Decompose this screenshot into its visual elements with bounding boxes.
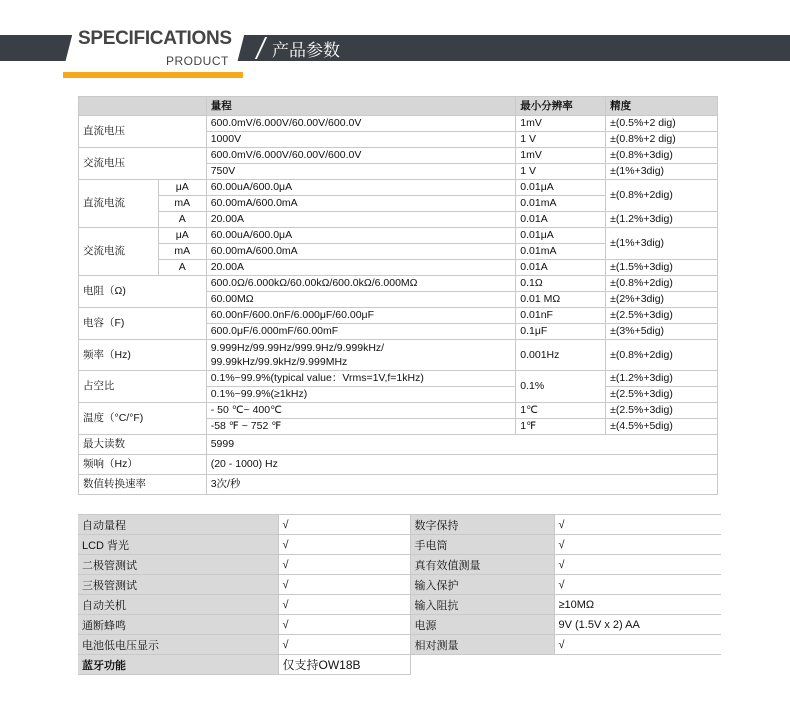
- range-cell: 750V: [206, 164, 516, 180]
- table-row: [79, 475, 718, 495]
- range-cell: 20.00A: [206, 260, 516, 276]
- range-cell: 1000V: [206, 132, 516, 148]
- range-cell: 20.00A: [206, 212, 516, 228]
- accuracy-cell: ±(1.5%+3dig): [606, 260, 718, 276]
- table-row: [79, 455, 718, 475]
- feature-label: LCD 背光: [78, 535, 278, 555]
- range-cell: - 50 ℃~ 400℃: [206, 403, 516, 419]
- resolution-cell: 0.01μA: [516, 228, 606, 244]
- feature-label: 手电筒: [410, 535, 554, 555]
- spec-header-row: [79, 97, 718, 116]
- row-label: 占空比: [79, 371, 207, 403]
- header-range: 量程: [206, 97, 516, 116]
- header-title-cn: 产品参数: [272, 41, 340, 61]
- resolution-cell: 0.1μF: [516, 324, 606, 340]
- feature-value: √: [554, 635, 721, 655]
- resolution-cell: 0.01A: [516, 212, 606, 228]
- feature-value: √: [278, 615, 410, 635]
- row-label: 最大读数: [79, 435, 207, 455]
- bluetooth-label: 蓝牙功能: [78, 655, 278, 675]
- table-row: [79, 260, 718, 276]
- accuracy-cell: ±(2.5%+3dig): [606, 387, 718, 403]
- table-row: [79, 371, 718, 387]
- range-cell: 60.00nF/600.0nF/6.000μF/60.00μF: [206, 308, 516, 324]
- header-title: SPECIFICATIONS: [78, 28, 232, 49]
- range-cell: 0.1%~99.9%(typical value：Vrms=1V,f=1kHz): [206, 371, 516, 387]
- feature-label: 电池低电压显示: [78, 635, 278, 655]
- unit-cell: A: [158, 212, 206, 228]
- feature-label: 相对测量: [410, 635, 554, 655]
- accuracy-cell: ±(2%+3dig): [606, 292, 718, 308]
- range-cell: 600.0μF/6.000mF/60.00mF: [206, 324, 516, 340]
- resolution-cell: 0.01nF: [516, 308, 606, 324]
- table-row: [79, 435, 718, 455]
- feature-value: √: [278, 635, 410, 655]
- resolution-cell: 1mV: [516, 148, 606, 164]
- features-table: [78, 514, 721, 675]
- range-line-1: 9.999Hz/99.99Hz/999.9Hz/9.999kHz/: [210, 342, 385, 354]
- resolution-cell: 0.01mA: [516, 196, 606, 212]
- unit-cell: mA: [158, 196, 206, 212]
- range-cell: 600.0mV/6.000V/60.00V/600.0V: [206, 116, 516, 132]
- feature-label: 输入阻抗: [410, 595, 554, 615]
- table-row: [79, 180, 718, 196]
- row-label: 温度（°C/°F): [79, 403, 207, 435]
- table-row: [79, 148, 718, 164]
- range-cell: -58 ℉ ~ 752 ℉: [206, 419, 516, 435]
- resolution-cell: 1mV: [516, 116, 606, 132]
- range-cell: 600.0Ω/6.000kΩ/60.00kΩ/600.0kΩ/6.000MΩ: [206, 276, 516, 292]
- range-line-2: 99.99kHz/99.9kHz/9.999MHz: [210, 356, 348, 368]
- accuracy-cell: ±(0.8%+3dig): [606, 148, 718, 164]
- range-cell: 600.0mV/6.000V/60.00V/600.0V: [206, 148, 516, 164]
- feature-label: 二极管测试: [78, 555, 278, 575]
- accuracy-cell: ±(2.5%+3dig): [606, 403, 718, 419]
- resolution-cell: 1 V: [516, 132, 606, 148]
- feature-row: [78, 515, 721, 535]
- row-label: 电阻（Ω): [79, 276, 207, 308]
- table-row: [79, 308, 718, 324]
- resolution-cell: 1℃: [516, 403, 606, 419]
- feature-row: [78, 535, 721, 555]
- range-cell: 60.00mA/600.0mA: [206, 244, 516, 260]
- header-blank: [79, 97, 207, 116]
- unit-cell: A: [158, 260, 206, 276]
- table-row: [79, 116, 718, 132]
- resolution-cell: 1 V: [516, 164, 606, 180]
- feature-label: 通断蜂鸣: [78, 615, 278, 635]
- unit-cell: μA: [158, 228, 206, 244]
- accuracy-cell: ±(0.8%+2dig): [606, 180, 718, 212]
- feature-value: √: [554, 555, 721, 575]
- row-label: 交流电流: [79, 228, 159, 276]
- accuracy-cell: ±(0.8%+2dig): [606, 340, 718, 371]
- unit-cell: μA: [158, 180, 206, 196]
- feature-label: 自动量程: [78, 515, 278, 535]
- header-accent-bar: [63, 72, 243, 78]
- value-cell: 5999: [206, 435, 717, 455]
- range-cell: 0.1%~99.9%(≥1kHz): [206, 387, 516, 403]
- row-label: 交流电压: [79, 148, 207, 180]
- table-row: [79, 403, 718, 419]
- resolution-cell: 0.01μA: [516, 180, 606, 196]
- resolution-cell: 0.01A: [516, 260, 606, 276]
- feature-label: 电源: [410, 615, 554, 635]
- row-label: 直流电流: [79, 180, 159, 228]
- feature-value: √: [554, 575, 721, 595]
- value-cell: 3次/秒: [206, 475, 717, 495]
- accuracy-cell: ±(0.5%+2 dig): [606, 116, 718, 132]
- feature-label: 输入保护: [410, 575, 554, 595]
- feature-row-bluetooth: [78, 655, 721, 675]
- feature-label: 三极管测试: [78, 575, 278, 595]
- accuracy-cell: ±(1.2%+3dig): [606, 212, 718, 228]
- feature-label: 数字保持: [410, 515, 554, 535]
- feature-value: √: [278, 515, 410, 535]
- feature-value: √: [554, 535, 721, 555]
- range-cell: 60.00mA/600.0mA: [206, 196, 516, 212]
- feature-value: √: [278, 575, 410, 595]
- row-label: 频响（Hz）: [79, 455, 207, 475]
- row-label: 数值转换速率: [79, 475, 207, 495]
- accuracy-cell: ±(0.8%+2 dig): [606, 132, 718, 148]
- accuracy-cell: ±(1%+3dig): [606, 228, 718, 260]
- spec-table: [78, 96, 718, 495]
- accuracy-cell: ±(2.5%+3dig): [606, 308, 718, 324]
- table-row: [79, 340, 718, 371]
- resolution-cell: 0.1Ω: [516, 276, 606, 292]
- feature-value: √: [278, 595, 410, 615]
- feature-row: [78, 595, 721, 615]
- accuracy-cell: ±(3%+5dig): [606, 324, 718, 340]
- feature-value: √: [278, 555, 410, 575]
- resolution-cell: 0.001Hz: [516, 340, 606, 371]
- feature-value: √: [278, 535, 410, 555]
- resolution-cell: 1℉: [516, 419, 606, 435]
- header-accuracy: 精度: [606, 97, 718, 116]
- feature-row: [78, 555, 721, 575]
- unit-cell: mA: [158, 244, 206, 260]
- range-cell: [206, 340, 516, 371]
- feature-value: 9V (1.5V x 2) AA: [554, 615, 721, 635]
- value-cell: (20 - 1000) Hz: [206, 455, 717, 475]
- header-subtitle: PRODUCT: [166, 54, 229, 68]
- bluetooth-blank: [410, 655, 721, 675]
- feature-row: [78, 635, 721, 655]
- range-cell: 60.00uA/600.0μA: [206, 180, 516, 196]
- feature-row: [78, 615, 721, 635]
- accuracy-cell: ±(1%+3dig): [606, 164, 718, 180]
- table-row: [79, 228, 718, 244]
- range-cell: 60.00MΩ: [206, 292, 516, 308]
- resolution-cell: 0.01 MΩ: [516, 292, 606, 308]
- feature-row: [78, 575, 721, 595]
- row-label: 频率（Hz): [79, 340, 207, 371]
- accuracy-cell: ±(4.5%+5dig): [606, 419, 718, 435]
- feature-value: √: [554, 515, 721, 535]
- row-label: 电容（F): [79, 308, 207, 340]
- row-label: 直流电压: [79, 116, 207, 148]
- accuracy-cell: ±(1.2%+3dig): [606, 371, 718, 387]
- feature-value: ≥10MΩ: [554, 595, 721, 615]
- table-row: [79, 212, 718, 228]
- header-resolution: 最小分辨率: [516, 97, 606, 116]
- accuracy-cell: ±(0.8%+2dig): [606, 276, 718, 292]
- feature-label: 自动关机: [78, 595, 278, 615]
- resolution-cell: 0.01mA: [516, 244, 606, 260]
- resolution-cell: 0.1%: [516, 371, 606, 403]
- table-row: [79, 276, 718, 292]
- range-cell: 60.00uA/600.0μA: [206, 228, 516, 244]
- bluetooth-value: 仅支持OW18B: [278, 655, 410, 675]
- feature-label: 真有效值测量: [410, 555, 554, 575]
